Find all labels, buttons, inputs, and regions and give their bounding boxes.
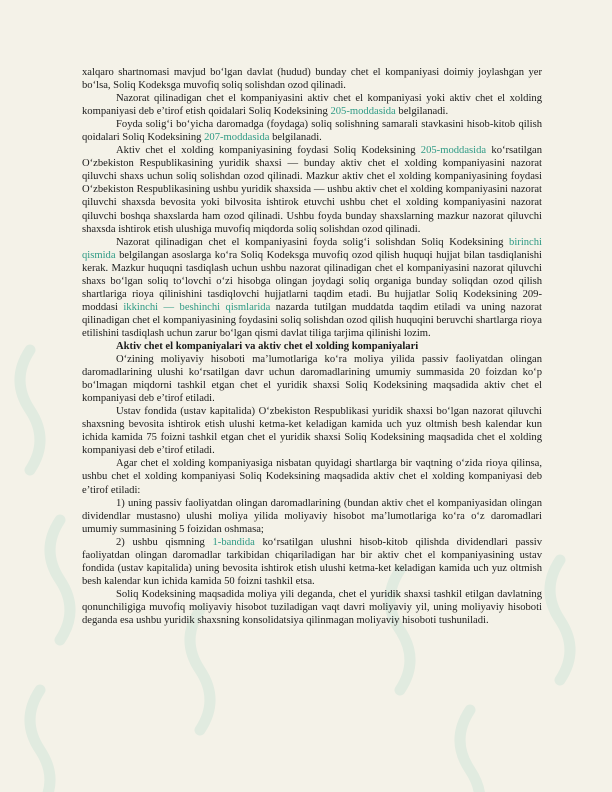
document-body bbox=[82, 66, 542, 627]
paragraph-text: Foyda solig‘i bo‘yicha daromadga (foydaga) soliq solishning samarali stavkasini hisob-kitob qilish qoidalari Soliq Kodeksining bbox=[82, 119, 542, 144]
paragraph bbox=[82, 92, 542, 118]
paragraph-text: belgilanadi. bbox=[269, 132, 322, 144]
paragraph-text: ko‘rsatilgan ulushni hisob-kitob qilishda dividendlari passiv faoliyatdan olingan daromadlar tarkibidan chiqariladigan har bir aktiv chet el kompaniyasining ustav fondida (ustav kapitalida) uning bevosita ishtirok etish ulushi ketma-ket keladigan kamida uch yuz oltmish besh kalendar kun ichida kamida 50 foizni tashkil etsa. bbox=[82, 536, 542, 587]
paragraph-text: Ustav fondida (ustav kapitalida) O‘zbekiston Respublikasi yuridik shaxsi bo‘lgan nazorat qiluvchi shaxsning bevosita ishtirok etish ulushi ketma-ket keladigan kamida uch yuz oltmish besh kalendar kun ichida kamida 75 foizni tashkil etgan chet el yuridik shaxsi Soliq Kodeksining maqsadida chet el xolding kompaniyasi deb e’tirof etiladi. bbox=[82, 406, 542, 457]
law-reference-link[interactable]: ikkinchi — beshinchi qismlarida bbox=[123, 301, 271, 313]
paragraph bbox=[82, 405, 542, 457]
paragraph-text: Aktiv chet el xolding kompaniyasining foydasi Soliq Kodeksining bbox=[116, 145, 421, 157]
paragraph-text: Agar chet el xolding kompaniyasiga nisbatan quyidagi shartlarga bir vaqtning o‘zida rioya qilinsa, ushbu chet el xolding kompaniyasi Soliq Kodeksining maqsadida aktiv chet el xolding kompaniyasi deb e’tirof etiladi: bbox=[82, 458, 542, 496]
paragraph bbox=[82, 353, 542, 405]
paragraph-text: 1) uning passiv faoliyatdan olingan daromadlarining (bundan aktiv chet el kompaniyasidan olingan dividendlar mustasno) ulushi moliya yilida moliyaviy hisobot ma’lumotlariga ko‘ra o‘z daromadlari umumiy summasining 5 foizidan oshmasa; bbox=[82, 497, 542, 535]
paragraph bbox=[82, 236, 542, 340]
paragraph bbox=[82, 588, 542, 627]
paragraph-text: O‘zining moliyaviy hisoboti ma’lumotlariga ko‘ra moliya yilida passiv faoliyatdan olingan daromadlarining ulushi ko‘rsatilgan davr uchun daromadlarining umumiy summasida 20 foizdan ko‘p bo‘lmagan miqdorni tashkil etgan chet el yuridik shaxsi Soliq Kodeksining maqsadida aktiv chet el kompaniyasi deb e’tirof etiladi. bbox=[82, 354, 542, 405]
paragraph bbox=[82, 497, 542, 536]
paragraph-text: Nazorat qilinadigan chet el kompaniyasini aktiv chet el kompaniyasi yoki aktiv chet el xolding kompaniyasi deb e’tirof etish qoidalari Soliq Kodeksining bbox=[82, 93, 542, 118]
paragraph bbox=[82, 118, 542, 144]
paragraph-text: xalqaro shartnomasi mavjud bo‘lgan davlat (hudud) bunday chet el kompaniyasi doimiy joylashgan yer bo‘lsa, Soliq Kodeksga muvofiq soliq solishdan ozod qilinadi. bbox=[82, 67, 542, 92]
paragraph-text: Nazorat qilinadigan chet el kompaniyasini foyda solig‘i solishdan Soliq Kodeksining bbox=[116, 236, 510, 248]
paragraph-text: Aktiv chet el kompaniyalari va aktiv chet el xolding kompaniyalari bbox=[116, 340, 419, 352]
paragraph bbox=[82, 144, 542, 235]
paragraph-text: belgilanadi. bbox=[395, 106, 449, 118]
paragraph-text: belgilangan asoslarga ko‘ra Soliq Kodeksga muvofiq ozod qilish huquqi hujjat bilan tasdiqlanishi kerak. Mazkur huquqni tasdiqlash uchun ushbu nazorat qilinadigan chet el kompaniyasini nazorat qiluvchi shaxs bo‘lgan soliq to‘lovchi o‘zi hisobga olingan joydagi soliq organiga bunday soliqdan ozod qilish shartlariga rioya qilinishini tasdiqlovchi hujjatlarni taqdim etadi. Bu hujjatlar Soliq Kodeksining 209-moddasi bbox=[82, 249, 542, 313]
paragraph-text: nazarda tutilgan muddatda taqdim etiladi va uning nazorat qilinadigan chet el kompaniyasining foydasini soliq solishdan ozod qilish huquqini beruvchi shartlarga rioya etilishini tasdiqlash uchun zarur bo‘lgan qismi davlat tiliga tarjima qilinishi lozim. bbox=[82, 301, 542, 339]
law-reference-link[interactable]: 205-moddasida bbox=[330, 106, 396, 118]
section-heading bbox=[82, 340, 542, 353]
law-reference-link[interactable]: 205-moddasida bbox=[420, 145, 487, 157]
law-reference-link[interactable]: birinchi qismida bbox=[82, 236, 542, 261]
paragraph bbox=[82, 536, 542, 588]
law-reference-link[interactable]: 1-bandida bbox=[212, 536, 255, 548]
paragraph-text: Soliq Kodeksining maqsadida moliya yili deganda, chet el yuridik shaxsi tashkil etilgan davlatning qonunchiligiga muvofiq moliyaviy hisobot tuziladigan vaqt davri moliyaviy yil, uning moliyaviy hisoboti deganda esa ushbu yuridik shaxsning konsolidatsiya qilinmagan moliyaviy hisoboti tushuniladi. bbox=[82, 588, 542, 626]
paragraph bbox=[82, 457, 542, 496]
paragraph-text: ko‘rsatilgan O‘zbekiston Respublikasining yuridik shaxsi — bunday aktiv chet el xolding kompaniyasini nazorat qiluvchi shaxs uchun soliq solishdan ozod qilinadi. Mazkur aktiv chet el xolding kompaniyasining foydasi O‘zbekiston Respublikasining ushbu yuridik shaxsida — ushbu aktiv chet el xolding kompaniyasini nazorat qiluvchi shaxsda bevosita yoki bilvosita ishtirok etuvchi ushbu chet el xolding kompaniyasini nazorat qiluvchi boshqa shaxslarda ham ozod qilinadi. Ushbu foyda bunday shaxslarning mazkur nazorat qiluvchi shaxsda ishtirok etish ulushiga muvofiq miqdorda soliq solishdan ozod qilinadi. bbox=[82, 145, 542, 235]
paragraph-text: 2) ushbu qismning bbox=[116, 536, 213, 548]
paragraph bbox=[82, 66, 542, 92]
law-reference-link[interactable]: 207-moddasida bbox=[204, 132, 270, 144]
